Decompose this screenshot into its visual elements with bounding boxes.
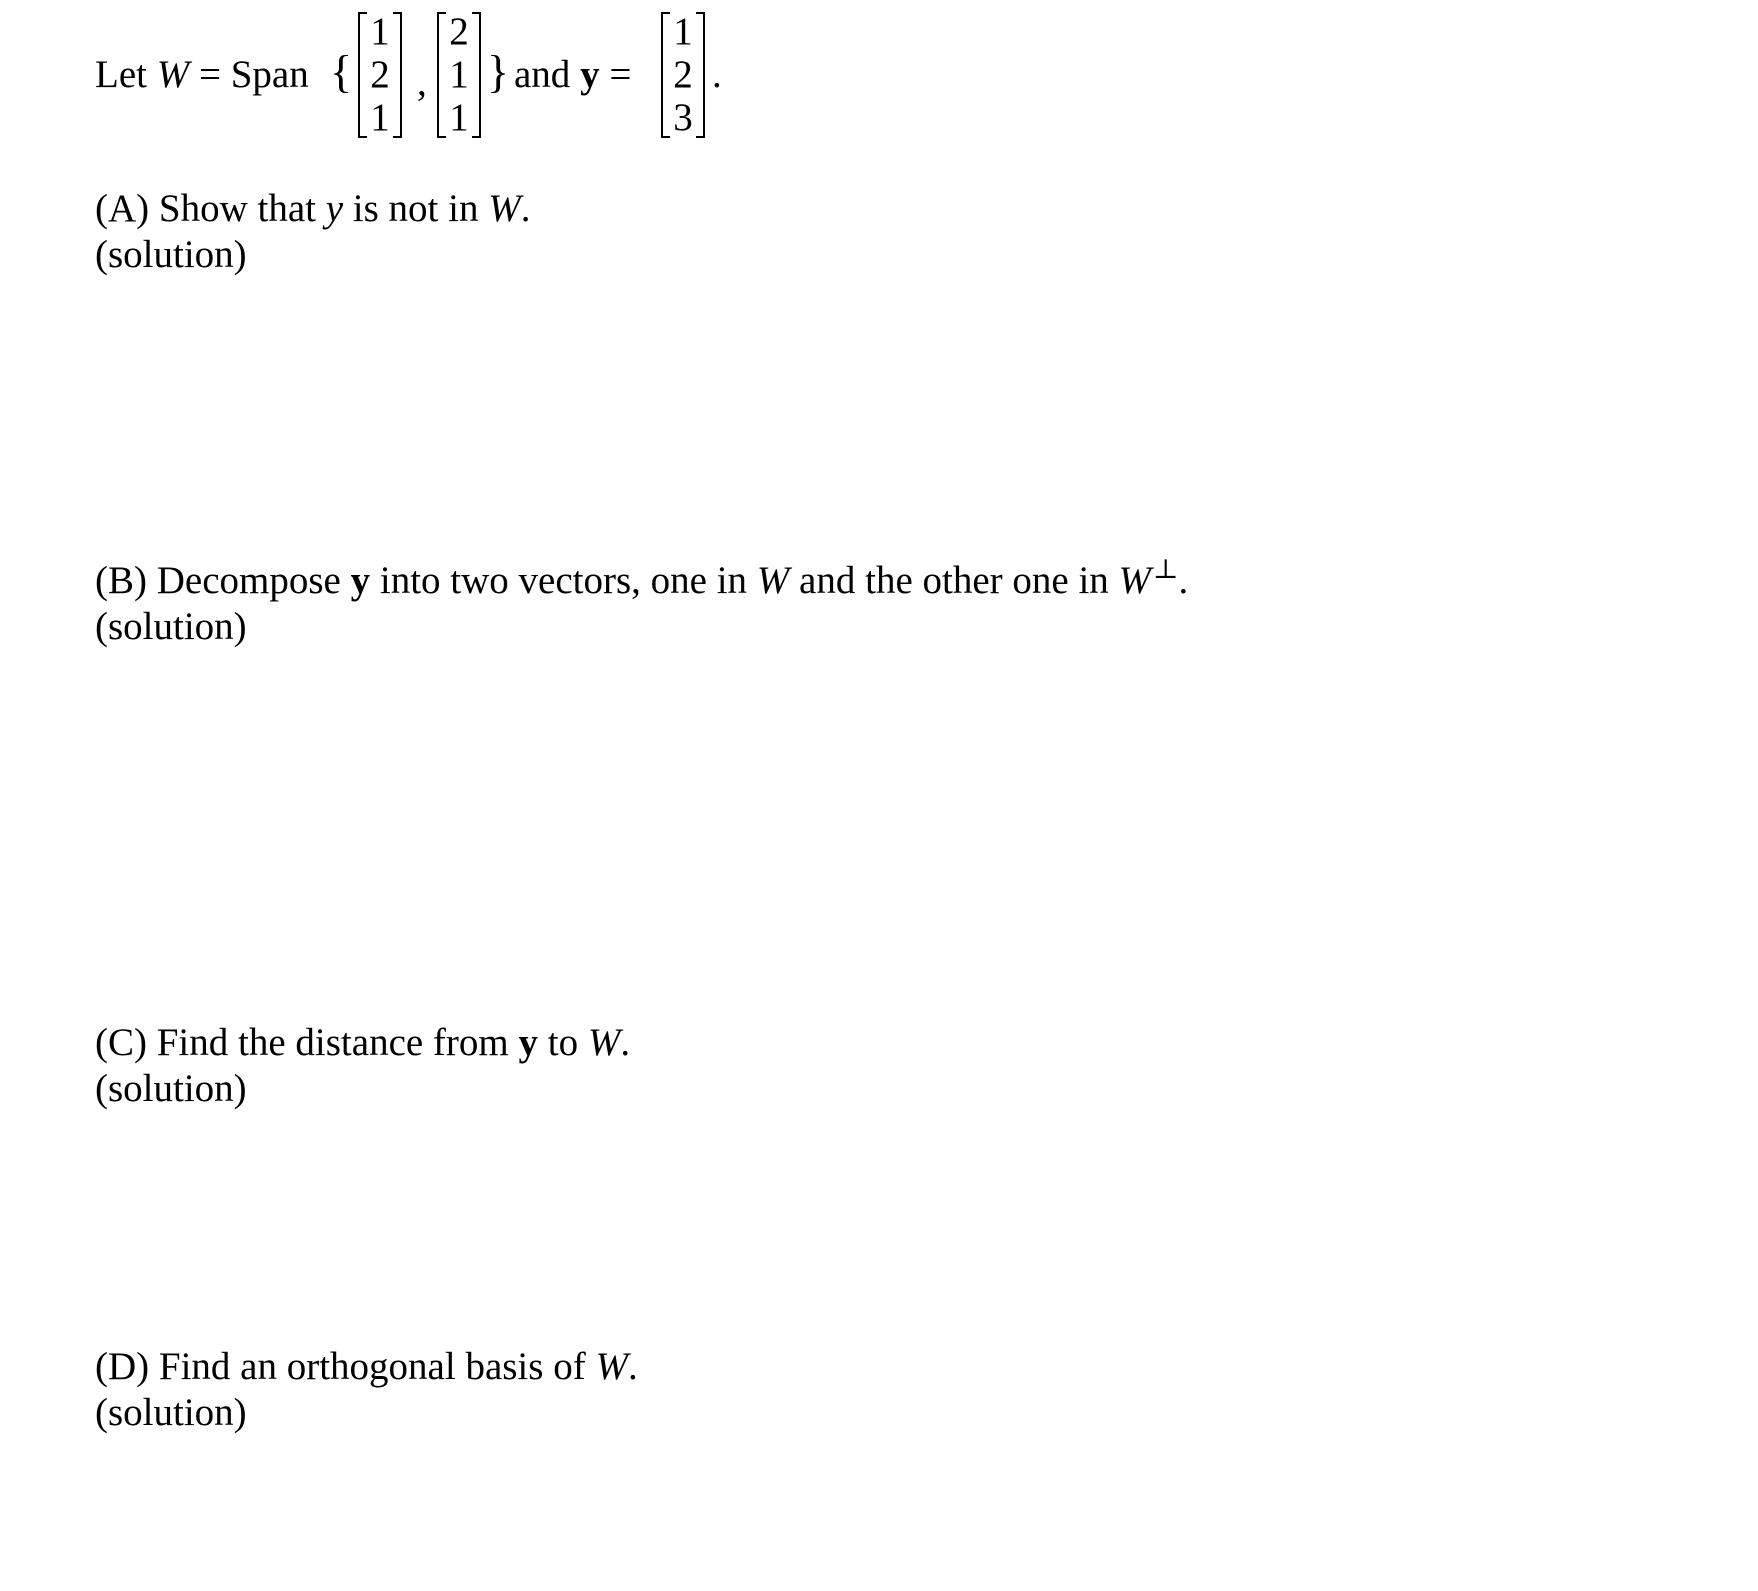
vector-entry: 1 <box>370 96 390 139</box>
vector-entry: 2 <box>449 10 469 53</box>
y-vector <box>661 10 705 139</box>
part-b-text: into two vectors, one in <box>370 559 757 602</box>
y-definition <box>514 53 631 98</box>
set-w: W <box>587 1021 621 1064</box>
part-b-text: and the other one in <box>789 559 1119 602</box>
var-y: y <box>325 187 344 230</box>
vector-entry: 2 <box>673 53 693 96</box>
equals-sign: = <box>198 53 221 96</box>
part-c-solution: (solution) <box>95 1067 247 1110</box>
set-w: W <box>1118 559 1152 602</box>
set-w: W <box>156 53 190 96</box>
part-c-question <box>95 1021 630 1066</box>
let-word: Let <box>95 53 147 96</box>
set-w: W <box>595 1345 628 1388</box>
part-b-text: (B) Decompose <box>95 559 351 602</box>
part-b-question <box>95 554 1189 604</box>
vector-y: y <box>350 559 371 602</box>
part-a-question <box>95 187 530 232</box>
part-c-text: to <box>538 1021 588 1064</box>
perp-symbol: ⊥ <box>1153 554 1179 584</box>
vector-y: y <box>580 53 600 96</box>
part-d-question <box>95 1345 638 1390</box>
vector-entry: 1 <box>449 96 469 139</box>
vector-entry: 1 <box>673 10 693 53</box>
part-d-text: (D) Find an orthogonal basis of <box>95 1345 596 1388</box>
part-a-solution: (solution) <box>95 233 247 276</box>
vector-entry: 1 <box>370 10 390 53</box>
right-brace: } <box>487 46 510 97</box>
vector-y: y <box>518 1021 538 1064</box>
set-w: W <box>756 559 790 602</box>
part-a-text: (A) Show that <box>95 187 326 230</box>
left-brace: { <box>330 46 353 97</box>
intro-line <box>95 53 309 98</box>
vector-entry: 1 <box>449 53 469 96</box>
vector-entry: 2 <box>370 53 390 96</box>
period: . <box>520 187 531 230</box>
part-d-solution: (solution) <box>95 1391 247 1434</box>
set-w: W <box>488 187 521 230</box>
basis-vector-2 <box>437 10 481 139</box>
equals-sign-2: = <box>609 53 632 96</box>
basis-vector-1 <box>358 10 402 139</box>
and-word: and <box>514 53 571 96</box>
part-c-text: (C) Find the distance from <box>95 1021 519 1064</box>
period: . <box>1178 559 1189 602</box>
part-a-text: is not in <box>343 187 489 230</box>
period: . <box>620 1021 631 1064</box>
period: . <box>627 1345 638 1388</box>
vector-comma: , <box>417 61 427 104</box>
part-b-solution: (solution) <box>95 605 247 648</box>
span-word: Span <box>230 53 309 96</box>
vector-entry: 3 <box>673 96 693 139</box>
intro-period: . <box>712 53 722 96</box>
